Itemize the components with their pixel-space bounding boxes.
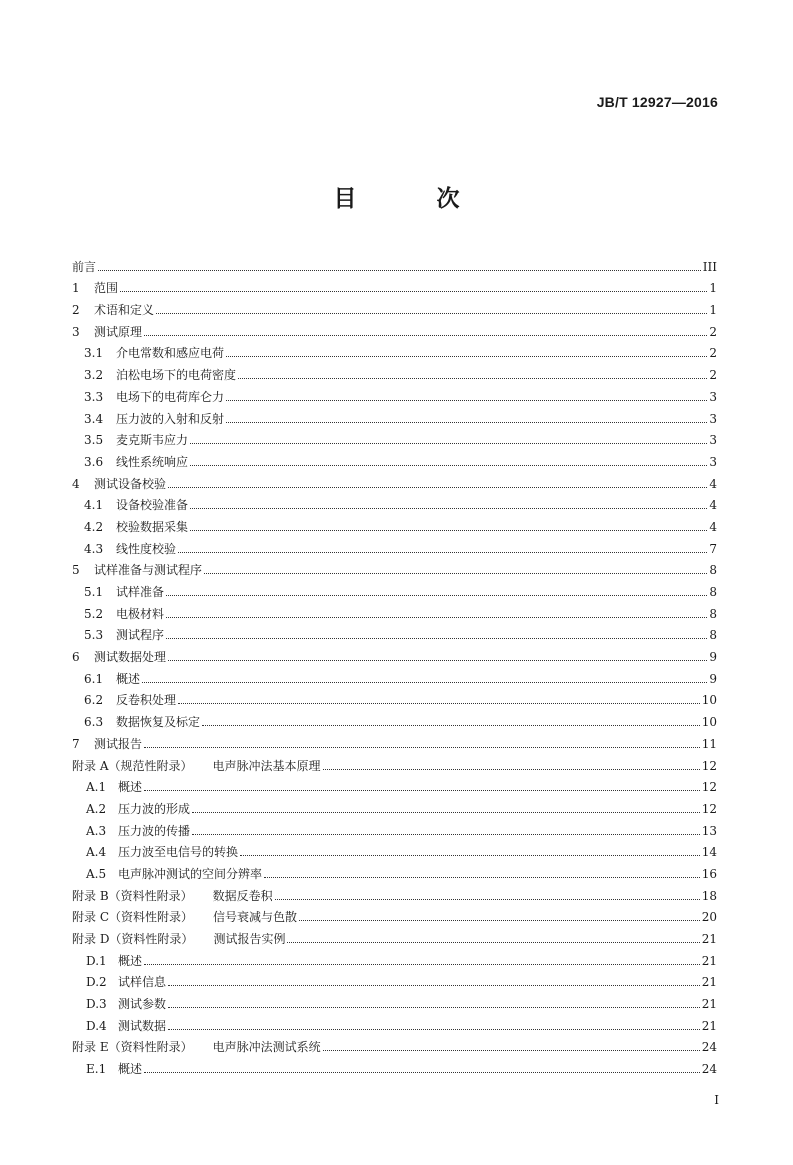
toc-entry-label: 反卷积处理 xyxy=(116,693,177,708)
toc-entry-label: 麦克斯韦应力 xyxy=(116,433,189,448)
toc-entry-number: D.2 xyxy=(86,975,107,990)
toc-entry-label: 测试报告实例 xyxy=(213,932,286,946)
toc-entry[interactable] xyxy=(72,469,717,491)
toc-entry-page: 8 xyxy=(709,628,717,643)
toc-entry-label: 压力波至电信号的转换 xyxy=(118,845,239,860)
toc-entry[interactable] xyxy=(72,577,717,599)
toc-entry-label: 压力波的入射和反射 xyxy=(116,411,225,426)
dot-leader xyxy=(192,833,700,835)
dot-leader xyxy=(144,789,700,791)
toc-entry-number: 附录 E（资料性附录） xyxy=(72,1040,193,1055)
toc-entry-page: 13 xyxy=(701,823,717,838)
toc-entry-label: 概述 xyxy=(118,780,143,795)
toc-entry-page: 1 xyxy=(709,303,717,318)
toc-entry-page: 18 xyxy=(701,888,717,903)
toc-entry[interactable] xyxy=(72,274,717,296)
toc-entry-label: 试样信息 xyxy=(118,975,167,990)
toc-entry[interactable] xyxy=(72,360,717,382)
dot-leader xyxy=(168,1006,700,1008)
dot-leader xyxy=(202,724,700,726)
toc-entry-number: A.2 xyxy=(86,801,107,816)
toc-entry-number: 2 xyxy=(72,303,80,318)
toc-entry[interactable] xyxy=(72,707,717,729)
toc-entry-page: 21 xyxy=(701,975,717,990)
toc-entry-label: 试样准备 xyxy=(116,585,165,599)
toc-entry[interactable] xyxy=(72,859,717,881)
dot-leader xyxy=(226,399,707,401)
toc-entry-number: A.4 xyxy=(86,845,107,860)
dot-leader xyxy=(144,1071,700,1073)
toc-entry[interactable] xyxy=(72,989,717,1011)
toc-entry-page: 12 xyxy=(701,758,717,773)
toc-entry-number: 6.1 xyxy=(84,671,104,686)
dot-leader xyxy=(226,355,707,357)
toc-entry-label: 泊松电场下的电荷密度 xyxy=(116,368,237,383)
toc-entry-number: 3.4 xyxy=(84,411,104,426)
dot-leader xyxy=(168,659,707,661)
toc-entry-label: 测试参数 xyxy=(118,997,167,1012)
toc-entry[interactable] xyxy=(72,686,717,708)
dot-leader xyxy=(144,963,700,965)
toc-entry[interactable] xyxy=(72,924,717,946)
toc-entry-page: 1 xyxy=(709,281,717,296)
toc-entry-page: 11 xyxy=(701,736,717,751)
toc-entry-number: 4.2 xyxy=(84,519,104,534)
toc-entry-label: 试样准备与测试程序 xyxy=(94,563,203,578)
toc-entry[interactable] xyxy=(72,534,717,556)
toc-entry-page: 8 xyxy=(709,585,717,599)
toc-entry-label: 数据反卷积 xyxy=(212,888,273,903)
toc-entry-number: 附录 D（资料性附录） xyxy=(72,932,194,946)
toc-entry-number: 3 xyxy=(72,324,80,339)
toc-entry-number: 4.3 xyxy=(84,541,104,556)
toc-entry-page: 9 xyxy=(709,671,717,686)
toc-entry-number: 6 xyxy=(72,650,80,665)
page-number: I xyxy=(714,1093,719,1107)
toc-entry[interactable] xyxy=(72,664,717,686)
dot-leader xyxy=(192,811,700,813)
toc-entry-page: 24 xyxy=(701,1062,717,1077)
toc-entry-label: 介电常数和感应电荷 xyxy=(116,346,225,361)
toc-entry-page: 4 xyxy=(709,519,717,534)
dot-leader xyxy=(240,854,700,856)
dot-leader xyxy=(178,702,700,704)
toc-entry-label: 电声脉冲法测试系统 xyxy=(212,1040,321,1055)
toc-entry-label: 测试数据 xyxy=(118,1018,167,1033)
toc-entry-page: 8 xyxy=(709,563,717,578)
dot-leader xyxy=(323,1049,700,1051)
toc-entry-page: 12 xyxy=(701,780,717,795)
toc-entry-label: 概述 xyxy=(116,671,141,686)
toc-entry-number: 附录 B（资料性附录） xyxy=(72,888,193,903)
toc-entry-number: 附录 C（资料性附录） xyxy=(72,910,193,925)
toc-entry-page: 7 xyxy=(709,541,717,556)
dot-leader xyxy=(264,876,700,878)
toc-entry[interactable] xyxy=(72,642,717,664)
dot-leader xyxy=(323,768,700,770)
toc-entry[interactable] xyxy=(72,621,717,643)
toc-entry-page: 3 xyxy=(709,389,717,404)
standard-code: JB/T 12927—2016 xyxy=(596,94,718,110)
toc-entry-label: 线性系统响应 xyxy=(116,454,189,469)
toc-entry-number: 3.3 xyxy=(84,389,104,404)
table-of-contents xyxy=(72,252,717,1076)
toc-entry-number: 4 xyxy=(72,476,80,491)
toc-entry-number: D.4 xyxy=(86,1018,107,1033)
toc-entry-number: A.3 xyxy=(86,823,107,838)
dot-leader xyxy=(287,941,699,943)
toc-entry-number: 6.3 xyxy=(84,715,104,730)
toc-entry[interactable] xyxy=(72,816,717,838)
toc-entry[interactable] xyxy=(72,599,717,621)
toc-entry[interactable] xyxy=(72,881,717,903)
toc-entry-page: 2 xyxy=(709,324,717,339)
toc-entry[interactable] xyxy=(72,317,717,339)
toc-entry[interactable] xyxy=(72,838,717,860)
toc-entry-page: 24 xyxy=(701,1040,717,1055)
toc-entry-number: 6.2 xyxy=(84,693,104,708)
toc-entry-number: 5.3 xyxy=(84,628,104,643)
dot-leader xyxy=(120,290,707,292)
dot-leader xyxy=(156,312,707,314)
toc-entry-label: 设备校验准备 xyxy=(116,498,189,513)
toc-entry-label: 校验数据采集 xyxy=(116,519,189,534)
toc-entry-label: 概述 xyxy=(118,1062,143,1077)
toc-entry[interactable] xyxy=(72,903,717,925)
toc-entry[interactable] xyxy=(72,382,717,404)
dot-leader xyxy=(98,269,701,271)
toc-entry-page: 21 xyxy=(701,932,717,946)
toc-entry-label: 压力波的形成 xyxy=(118,801,191,816)
toc-entry-label: 电场下的电荷库仑力 xyxy=(116,389,225,404)
toc-entry-page: 3 xyxy=(709,433,717,448)
toc-entry[interactable] xyxy=(72,339,717,361)
toc-entry[interactable] xyxy=(72,491,717,513)
toc-entry-number: 5.1 xyxy=(84,585,104,599)
toc-entry-number: 3.5 xyxy=(84,433,104,448)
toc-entry-page: III xyxy=(702,259,717,274)
toc-entry[interactable] xyxy=(72,773,717,795)
toc-entry-page: 4 xyxy=(709,476,717,491)
dot-leader xyxy=(142,681,707,683)
dot-leader xyxy=(178,551,707,553)
toc-entry[interactable] xyxy=(72,447,717,469)
toc-entry-number: E.1 xyxy=(86,1062,107,1077)
toc-entry[interactable] xyxy=(72,968,717,990)
toc-entry-label: 压力波的传播 xyxy=(118,823,191,838)
toc-entry-number: 3.1 xyxy=(84,346,104,361)
dot-leader xyxy=(144,334,707,336)
dot-leader xyxy=(166,594,707,596)
toc-entry-page: 3 xyxy=(709,411,717,426)
dot-leader xyxy=(144,746,700,748)
dot-leader xyxy=(190,442,707,444)
toc-entry-page: 2 xyxy=(709,368,717,383)
dot-leader xyxy=(190,464,707,466)
toc-entry-label: 数据恢复及标定 xyxy=(116,715,201,730)
dot-leader xyxy=(168,984,700,986)
toc-entry-label: 前言 xyxy=(72,259,97,274)
dot-leader xyxy=(168,1028,700,1030)
toc-entry-label: 测试设备校验 xyxy=(94,476,167,491)
toc-entry[interactable] xyxy=(72,729,717,751)
toc-entry-page: 2 xyxy=(709,346,717,361)
toc-entry[interactable] xyxy=(72,946,717,968)
toc-entry[interactable] xyxy=(72,1054,717,1076)
toc-entry[interactable] xyxy=(72,751,717,773)
toc-entry-label: 信号衰减与色散 xyxy=(213,910,298,925)
toc-entry-label: 测试程序 xyxy=(116,628,165,643)
dot-leader xyxy=(299,919,700,921)
dot-leader xyxy=(168,486,707,488)
toc-entry-page: 3 xyxy=(709,454,717,469)
toc-entry-page: 4 xyxy=(709,498,717,513)
toc-entry-label: 范围 xyxy=(94,281,119,296)
toc-entry[interactable] xyxy=(72,252,717,274)
toc-entry[interactable] xyxy=(72,1011,717,1033)
toc-entry[interactable] xyxy=(72,426,717,448)
dot-leader xyxy=(204,572,707,574)
toc-entry-page: 10 xyxy=(701,715,717,730)
toc-entry-number: 3.6 xyxy=(84,454,104,469)
toc-entry-page: 8 xyxy=(709,606,717,621)
toc-entry-number: A.5 xyxy=(86,866,107,881)
toc-entry-page: 10 xyxy=(701,693,717,708)
toc-entry-page: 12 xyxy=(701,801,717,816)
dot-leader xyxy=(238,377,707,379)
toc-entry[interactable] xyxy=(72,295,717,317)
toc-entry-label: 电极材料 xyxy=(116,606,165,621)
toc-entry-number: A.1 xyxy=(86,780,107,795)
toc-entry-label: 测试报告 xyxy=(94,736,143,751)
toc-entry-page: 21 xyxy=(701,953,717,968)
dot-leader xyxy=(166,637,707,639)
toc-entry[interactable] xyxy=(72,794,717,816)
toc-entry-number: 4.1 xyxy=(84,498,104,513)
toc-entry-page: 14 xyxy=(701,845,717,860)
toc-entry-number: D.1 xyxy=(86,953,107,968)
toc-entry-page: 16 xyxy=(701,866,717,881)
toc-entry-label: 测试数据处理 xyxy=(94,650,167,665)
dot-leader xyxy=(275,898,700,900)
toc-entry-number: D.3 xyxy=(86,997,107,1012)
toc-entry-label: 概述 xyxy=(118,953,143,968)
toc-entry-page: 20 xyxy=(701,910,717,925)
toc-entry-page: 21 xyxy=(701,997,717,1012)
toc-entry[interactable] xyxy=(72,512,717,534)
toc-entry-number: 5.2 xyxy=(84,606,104,621)
toc-entry-number: 1 xyxy=(72,281,80,296)
toc-entry[interactable] xyxy=(72,556,717,578)
dot-leader xyxy=(166,616,707,618)
dot-leader xyxy=(190,507,707,509)
page-title-text: 目 次 xyxy=(333,185,496,212)
toc-entry-page: 9 xyxy=(709,650,717,665)
toc-entry-number: 附录 A（规范性附录） xyxy=(72,758,193,773)
toc-entry-label: 术语和定义 xyxy=(94,303,155,318)
dot-leader xyxy=(226,421,707,423)
toc-entry[interactable] xyxy=(72,1033,717,1055)
dot-leader xyxy=(190,529,707,531)
toc-entry-label: 电声脉冲法基本原理 xyxy=(212,758,321,773)
toc-entry[interactable] xyxy=(72,404,717,426)
toc-entry-number: 3.2 xyxy=(84,368,104,383)
toc-entry-label: 线性度校验 xyxy=(116,541,177,556)
toc-entry-number: 5 xyxy=(72,563,80,578)
toc-entry-page: 21 xyxy=(701,1018,717,1033)
toc-entry-number: 7 xyxy=(72,736,80,751)
page-title xyxy=(0,180,793,213)
toc-entry-label: 测试原理 xyxy=(94,324,143,339)
toc-entry-label: 电声脉冲测试的空间分辨率 xyxy=(118,866,263,881)
